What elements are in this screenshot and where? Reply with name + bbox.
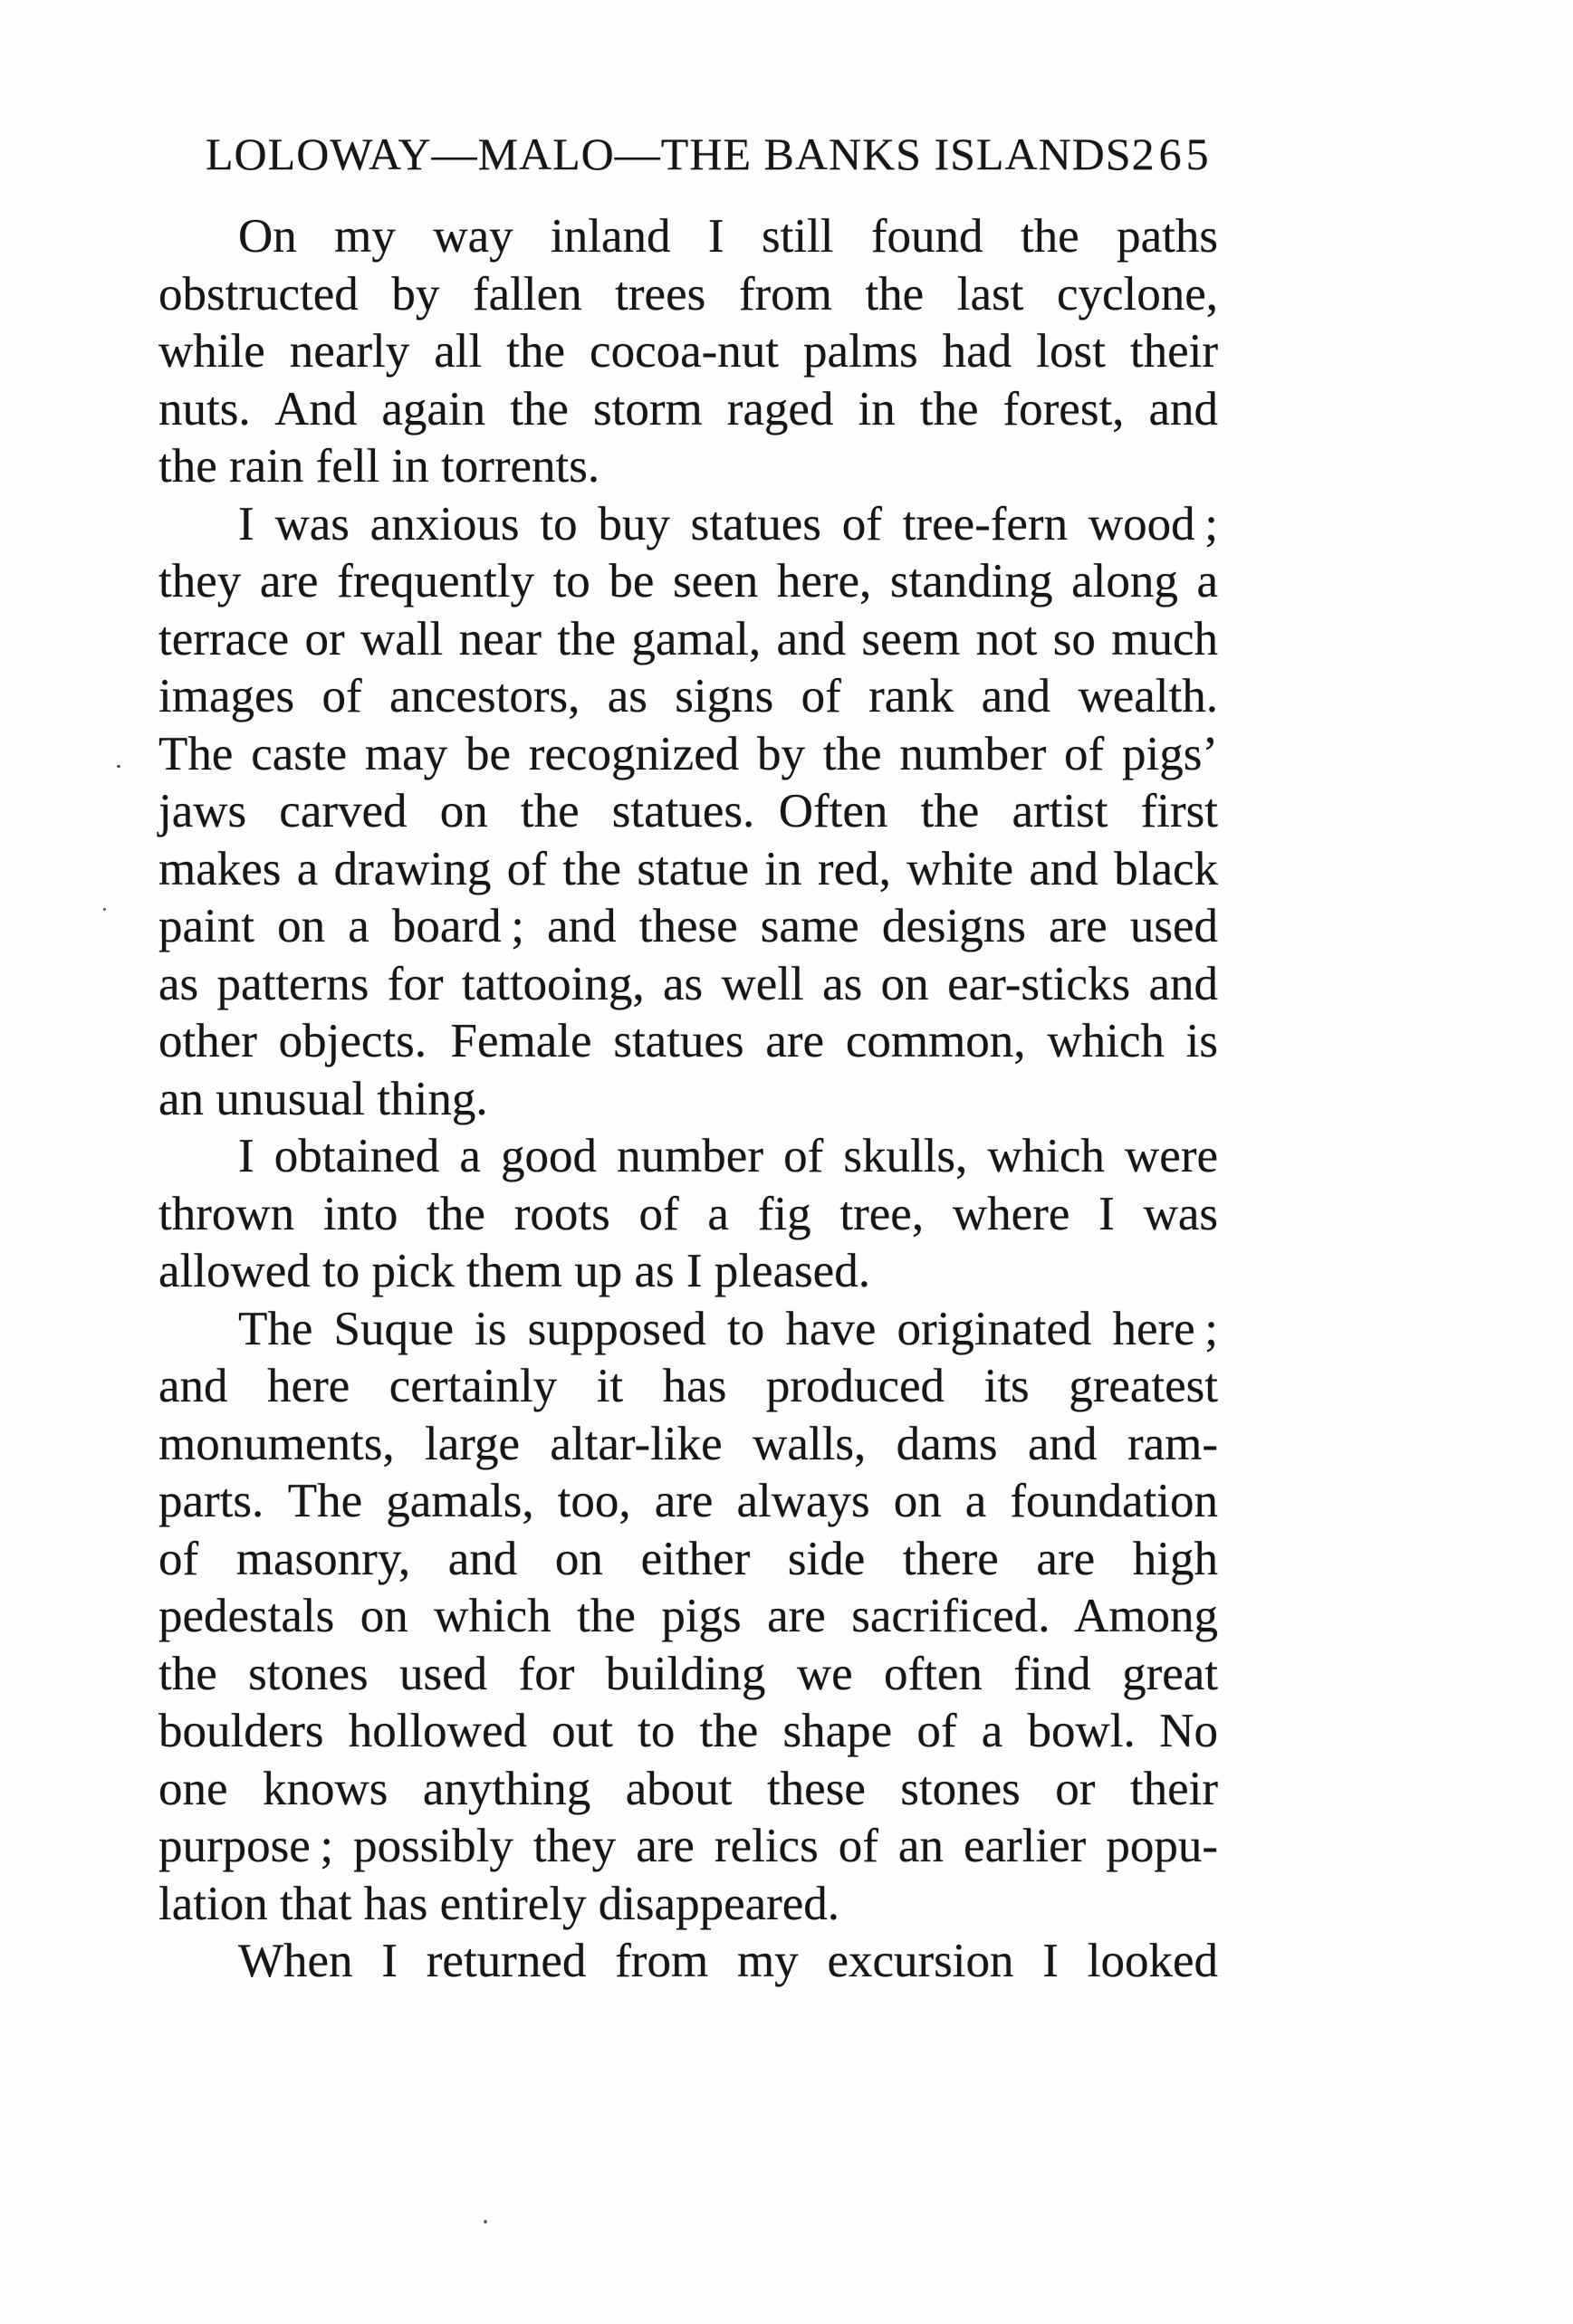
text-line: one knows anything about these stones or their <box>158 1762 1218 1815</box>
text-line: On my way inland I still found the paths <box>238 210 1218 263</box>
text-line: of masonry, and on either side there are high <box>158 1532 1218 1585</box>
text-line: makes a drawing of the statue in red, white and black <box>158 842 1218 895</box>
text-line: lation that has entirely disappeared. <box>158 1877 840 1930</box>
scan-speck <box>103 908 106 911</box>
text-line: purpose ; possibly they are relics of an earlier popu- <box>158 1820 1218 1872</box>
text-line: monuments, large altar-like walls, dams and ram- <box>158 1417 1218 1470</box>
text-line: nuts. And again the storm raged in the forest, and <box>158 382 1218 435</box>
text-line: boulders hollowed out to the shape of a bowl. No <box>158 1705 1218 1757</box>
text-line: terrace or wall near the gamal, and seem not so much <box>158 612 1218 665</box>
text-line: images of ancestors, as signs of rank and wealth. <box>158 670 1218 722</box>
text-line: they are frequently to be seen here, standing along a <box>158 555 1218 607</box>
text-line: the stones used for building we often find great <box>158 1647 1218 1700</box>
page-title: LOLOWAY—MALO—THE BANKS ISLANDS <box>206 129 1132 179</box>
page-number: 265 <box>1131 129 1213 179</box>
text-line: I was anxious to buy statues of tree-fern wood ; <box>238 497 1218 550</box>
scan-speck <box>117 765 120 768</box>
text-line: as patterns for tattooing, as well as on ear-sticks and <box>158 957 1218 1010</box>
text-column <box>158 0 1218 1991</box>
text-line: When I returned from my excursion I looked <box>238 1935 1218 1987</box>
text-line: and here certainly it has produced its greatest <box>158 1360 1218 1412</box>
text-line: other objects. Female statues are common, which is <box>158 1015 1218 1067</box>
text-line: an unusual thing. <box>158 1072 488 1125</box>
text-line: thrown into the roots of a fig tree, where I was <box>158 1187 1218 1240</box>
text-line: The Suque is supposed to have originated here ; <box>238 1302 1218 1355</box>
text-line: The caste may be recognized by the number of pigs’ <box>158 727 1218 780</box>
text-line: jaws carved on the statues. Often the artist first <box>158 785 1218 837</box>
text-line: pedestals on which the pigs are sacrificed. Among <box>158 1590 1218 1642</box>
scan-speck <box>484 2220 487 2224</box>
text-line: the rain fell in torrents. <box>158 440 600 493</box>
running-head <box>158 129 1218 179</box>
page-body <box>158 208 1218 1991</box>
text-line: I obtained a good number of skulls, which were <box>238 1130 1218 1182</box>
text-line: parts. The gamals, too, are always on a foundation <box>158 1475 1218 1527</box>
text-line: paint on a board ; and these same designs are used <box>158 900 1218 952</box>
text-line: obstructed by fallen trees from the last cyclone, <box>158 267 1218 320</box>
text-line: allowed to pick them up as I pleased. <box>158 1245 870 1297</box>
text-line: while nearly all the cocoa-nut palms had lost their <box>158 325 1218 378</box>
